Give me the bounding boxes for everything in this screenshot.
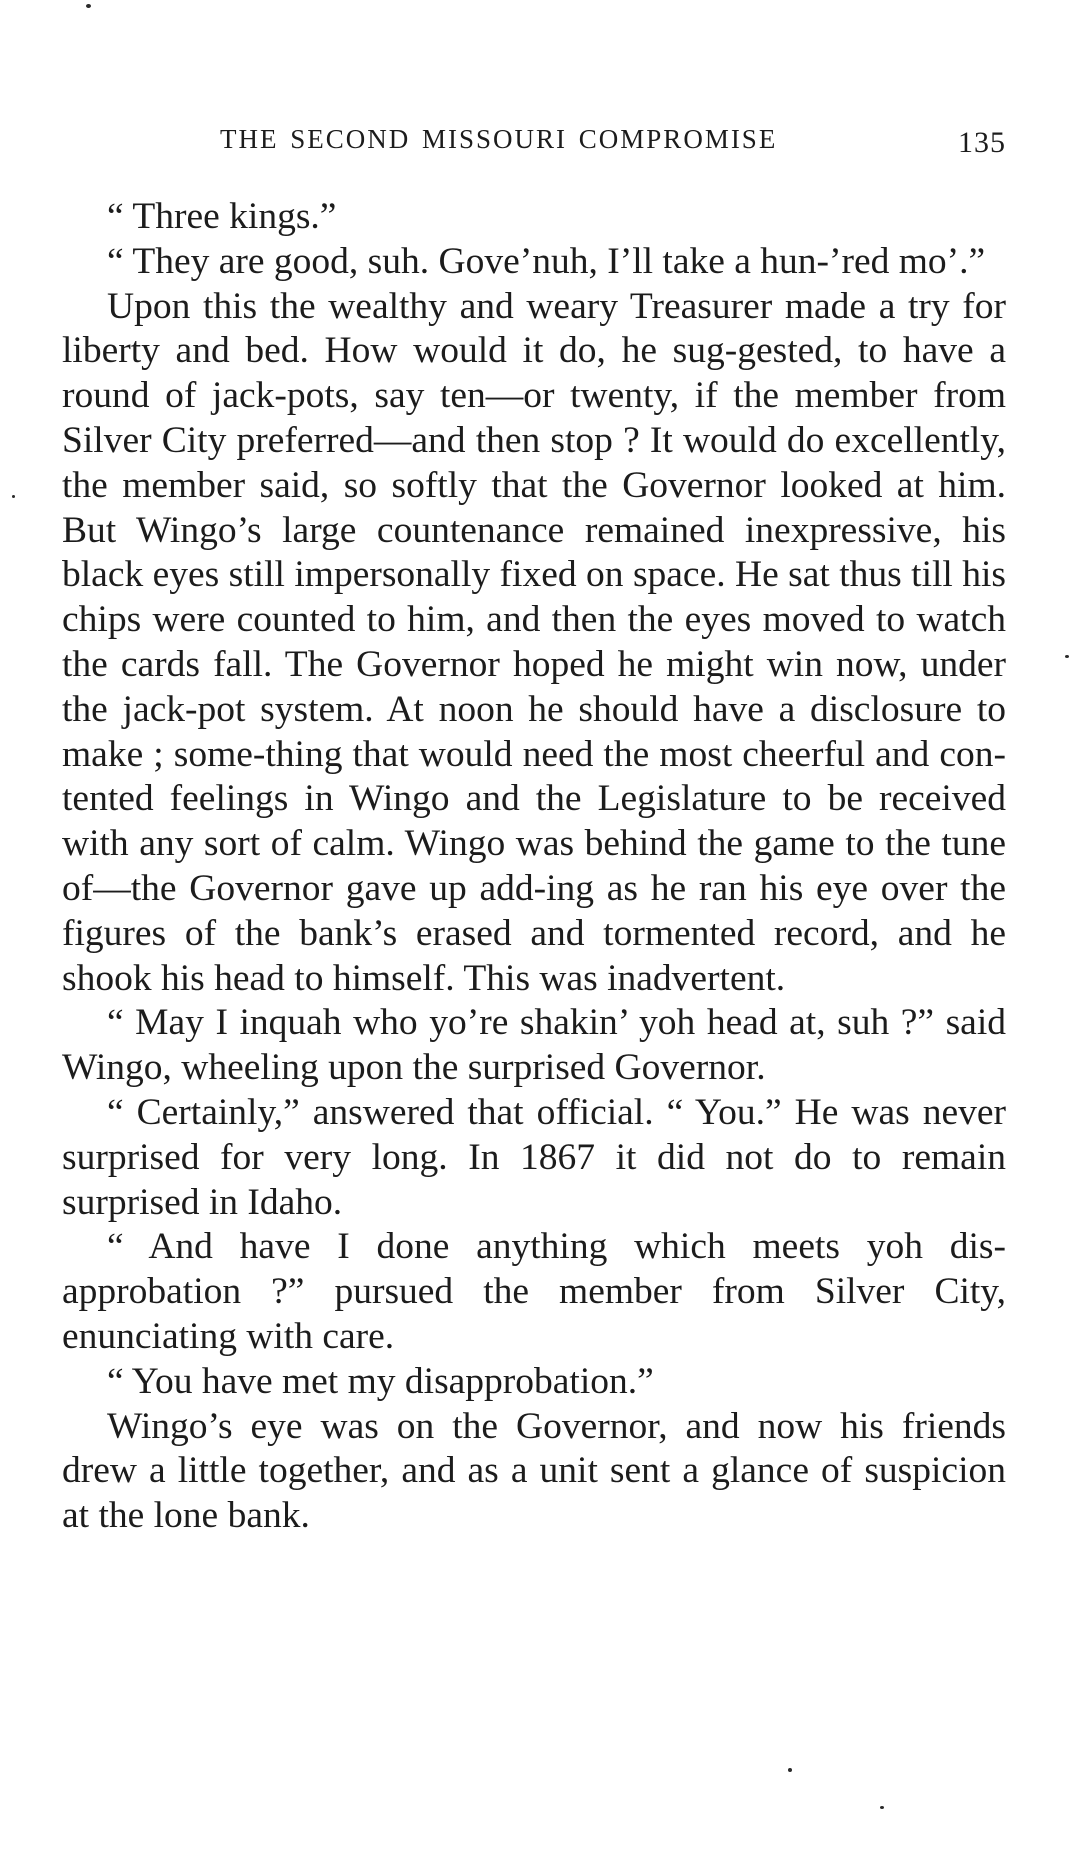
paragraph: “ May I inquah who yo’re shakin’ yoh head at, suh ?” said Wingo, wheeling upon the surprised Governor. [62, 1002, 1006, 1089]
print-speck [1065, 655, 1069, 658]
running-title: THE SECOND MISSOURI COMPROMISE [220, 124, 778, 154]
body-text [62, 195, 1006, 1539]
print-speck [86, 4, 91, 8]
print-speck [12, 495, 15, 498]
paragraph: “ Three kings.” [107, 196, 337, 237]
paragraph: “ You have met my disapprobation.” [107, 1360, 654, 1402]
print-speck [880, 1806, 884, 1809]
page-number: 135 [958, 126, 1006, 159]
paragraph: “ Certainly,” answered that official. “ You.” He was never surprised for very long. In 1867 it did not do to remain surprised in Idaho. [62, 1091, 1006, 1223]
paragraph: “ And have I done anything which meets yoh dis-approbation ?” pursued the member from Silver City, enunciating with care. [62, 1226, 1006, 1357]
print-speck [788, 1768, 792, 1772]
paragraph: “ They are good, suh. Gove’nuh, I’ll take a hun-’red mo’.” [107, 240, 986, 282]
running-head [62, 124, 1006, 164]
paragraph: Wingo’s eye was on the Governor, and now his friends drew a little together, and as a unit sent a glance of suspicion at the lone bank. [62, 1405, 1006, 1537]
paragraph: Upon this the wealthy and weary Treasurer made a try for liberty and bed. How would it do, he sug-gested, to have a round of jack-pots, say ten—or twenty, if the member from Silver City preferred—and then stop ? It would do excellently, the member said, so softly that the Governor looked at him. But Wingo’s large countenance remained inexpressive, his black eyes still impersonally fixed on space. He sat thus till his chips were counted to him, and then the eyes moved to watch the cards fall. The Governor hoped he might win now, under the jack-pot system. At noon he should have a disclosure to make ; some-thing that would need the most cheerful and con-tented feelings in Wingo and the Legislature to be received with any sort of calm. Wingo was behind the game to the tune of—the Governor gave up add-ing as he ran his eye over the figures of the bank’s erased and tormented record, and he shook his head to himself. This was inadvertent. [62, 285, 1006, 999]
